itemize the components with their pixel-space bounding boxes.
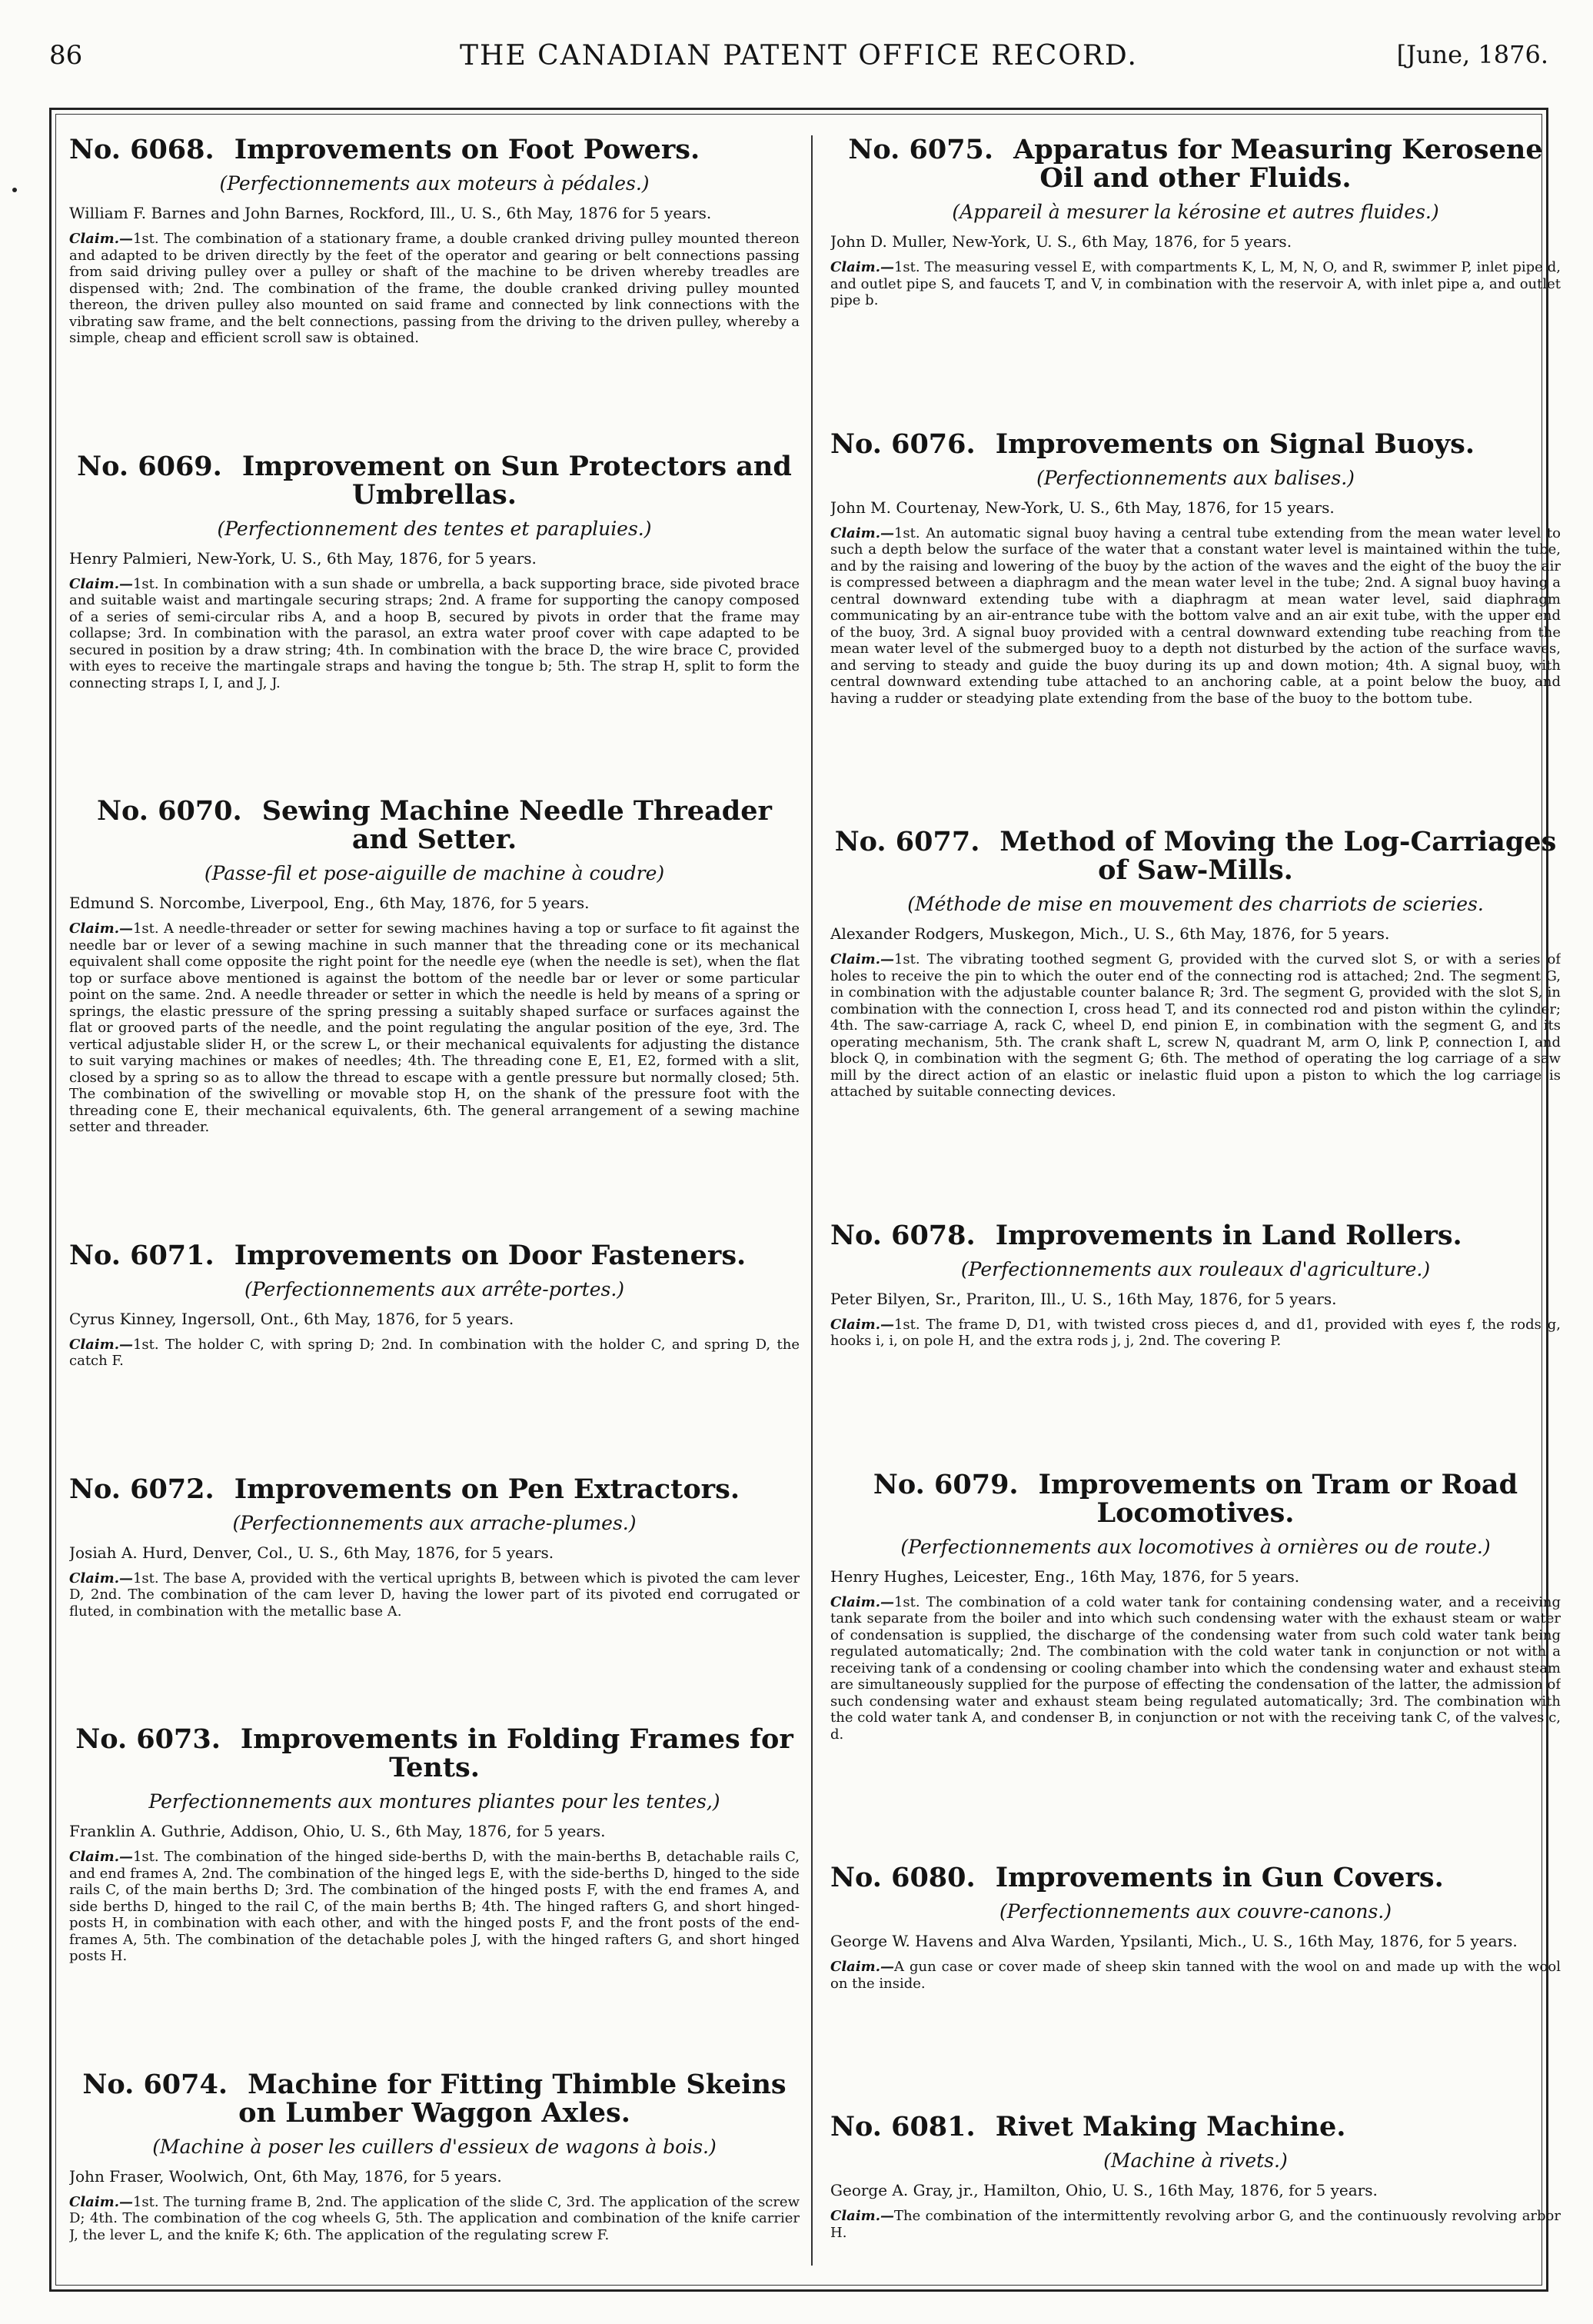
claim-label: Claim.— [830,524,894,541]
claim-label: Claim.— [830,259,894,275]
patent-entry [830,430,1561,708]
claim-label: Claim.— [830,951,894,967]
french-title: (Passe-fil et pose-aiguille de machine à coudre) [204,862,665,884]
patentee-line: John M. Courtenay, New-York, U. S., 6th May, 1876, for 15 years. [830,498,1335,517]
patent-title: Improvements on Signal Buoys. [995,428,1475,460]
french-title: (Perfectionnements aux arrête-portes.) [244,1277,625,1300]
page-number: 86 [49,40,83,71]
patent-heading [69,1241,800,1270]
patent-title: Improvements on Tram or Road Locomotives. [1038,1468,1518,1529]
claim-body: 1st. The combination of a cold water tank for containing condensing water, and a receiving tank separate from the boiler and into which such condensing water with the exhaust steam or water of condensation is supplied, the discharge of the condensing water from such cold water tank being regulated automatically; 2nd. The combination with the cold water tank in conjunction or not with a receiving tank of a condensing or cooling chamber into which the condensing water and exhaust steam are simultaneously supplied for the purpose of effecting the condensation of the latter, the admission of such condensing water and exhaust steam being regulated automatically; 3rd. The combination with the cold water tank A, and condenser B, in conjunction or not with the receiving tank C, of the valves c, d. [830,1593,1561,1743]
claim-label: Claim.— [69,231,133,247]
claim-body: 1st. The combination of a stationary frame, a double cranked driving pulley mounted thereon and adapted to be driven directly by the feet of the operator and gearing or belt connections passing from said driving pulley over a pulley or shaft of the machine to be driven whereby treadles are dispensed with; 2nd. The combination of the frame, the double cranked driving pulley mounted thereon, the driven pulley also mounted on said frame and connected by link connections with the vibrating saw frame, and the belt connections, passing from the driving to the driven pulley, whereby a simple, cheap and efficient scroll saw is obtained. [69,231,800,346]
patent-entry [69,135,800,347]
patentee-line: Alexander Rodgers, Muskegon, Mich., U. S., 6th May, 1876, for 5 years. [830,924,1390,943]
claim-text [830,1594,1561,1743]
patent-number: No. 6069. [77,450,222,482]
french-title: (Perfectionnements aux locomotives à ornières ou de route.) [900,1535,1491,1558]
patent-number: No. 6079. [873,1468,1019,1500]
patent-title: Improvements on Pen Extractors. [234,1473,740,1505]
claim-label: Claim.— [830,1316,894,1333]
french-title: (Perfectionnements aux balises.) [1036,466,1355,489]
french-title: (Perfectionnements aux rouleaux d'agriculture.) [960,1257,1431,1280]
claim-label: Claim.— [69,2193,133,2210]
french-title: Perfectionnements aux montures pliantes pour les tentes,) [148,1790,720,1813]
patent-entry [830,1221,1561,1350]
patent-heading [69,2070,800,2127]
claim-label: Claim.— [830,1959,894,1975]
patentee-line: George W. Havens and Alva Warden, Ypsilanti, Mich., U. S., 16th May, 1876, for 5 years. [830,1932,1518,1950]
french-title: (Perfectionnements aux moteurs à pédales.) [219,172,650,195]
patentee-line: John Fraser, Woolwich, Ont, 6th May, 1876, for 5 years. [69,2166,502,2186]
claim-body: 1st. The combination of the hinged side-berths D, with the main-berths B, detachable rails C, and end frames A, 2nd. The combination of the hinged legs E, with the side-berths D, hinged to the side rails C, of the main berths D; 3rd. The combination of the hinged posts F, with the end frames A, and side berths D, hinged to the rail C, of the main berths B; 4th. The hinged rafters G, and short hinged-posts H, in combination with each other, and with the hinged posts F, and the front posts of the end-frames A, 5th. The combination of the detachable poles J, with the hinged rafters G, and short hinged posts H. [69,1849,800,1964]
claim-text [69,2194,800,2244]
claim-label: Claim.— [830,1593,894,1610]
patent-heading [69,1475,800,1503]
claim-body: The combination of the intermittently revolving arbor G, and the continuously revolving arbor H. [830,2208,1561,2241]
patent-number: No. 6074. [82,2068,228,2100]
issue-date: [June, 1876. [1396,40,1548,69]
patent-heading [830,1221,1561,1250]
claim-text [69,1337,800,1370]
patentee-line: Cyrus Kinney, Ingersoll, Ont., 6th May, 1876, for 5 years. [69,1309,514,1328]
patentee-line: Franklin A. Guthrie, Addison, Ohio, U. S., 6th May, 1876, for 5 years. [69,1822,606,1840]
patent-entry [69,2070,800,2244]
patent-number: No. 6075. [848,135,994,165]
patentee-line: Edmund S. Norcombe, Liverpool, Eng., 6th May, 1876, for 5 years. [69,894,590,912]
patent-number: No. 6078. [830,1219,976,1251]
french-title: (Appareil à mesurer la kérosine et autres fluides.) [952,201,1439,223]
patent-title: Sewing Machine Needle Threader and Setter. [261,795,772,855]
claim-body: 1st. An automatic signal buoy having a central tube extending from the mean water level to such a depth below the surface of the water that a constant water level is maintained within the tube, and by the raising and lowering of the buoy by the action of the waves and the eight of the buoy the air is compressed between a diaphragm and the mean water level in the tube; 2nd. A signal buoy having a central downward extending tube with a diaphragm at mean water level, said diaphragm communicating by an air-entrance tube with the bottom valve and an air exit tube, with the upper end of the buoy, 3rd. A signal buoy provided with a central downward extending tube reaching from the mean water level of the submerged buoy to a depth not disturbed by the action of the surface waves, and serving to steady and guide the buoy during its up and down motion; 4th. A signal buoy, with central downward extending tube attached to an anchoring cable, at a point below the buoy, and having a rudder or steadying plate extending from the base of the buoy to the bottom tube. [830,524,1561,707]
claim-body: 1st. The measuring vessel E, with compartments K, L, M, N, O, and R, swimmer P, inlet pipe d, and outlet pipe S, and faucets T, and V, in combination with the reservoir A, with inlet pipe a, and outlet pipe b. [830,259,1561,308]
claim-text [830,2208,1561,2241]
patent-number: No. 6077. [834,826,980,857]
claim-text [830,525,1561,708]
margin-dot [12,188,17,192]
patent-title: Method of Moving the Log-Carriages of Saw-Mills. [999,826,1557,886]
claim-body: 1st. In combination with a sun shade or umbrella, a back supporting brace, side pivoted brace and suitable waist and martingale securing straps; 2nd. A frame for supporting the canopy composed of a series of semi-circular ribs A, and a hoop B, secured by pivots in order that the frame may collapse; 3rd. In combination with the parasol, an extra water proof cover with cape adapted to be secured in position by a draw string; 4th. In combination with the brace D, the wire brace C, provided with eyes to receive the martingale straps and having the tongue b; 5th. The strap H, split to form the connecting straps I, I, and J, J. [69,575,800,691]
patent-heading [830,827,1561,884]
patent-number: No. 6076. [830,428,976,460]
patentee-line: Josiah A. Hurd, Denver, Col., U. S., 6th May, 1876, for 5 years. [69,1543,554,1562]
page-header [49,40,1548,86]
patent-entry [830,135,1561,309]
patent-number: No. 6072. [69,1473,215,1505]
patent-number: No. 6070. [97,795,242,827]
column-divider [811,135,813,2266]
patent-title: Improvements on Door Fasteners. [234,1239,747,1271]
patent-number: No. 6080. [830,1862,976,1893]
french-title: (Machine à rivets.) [1103,2149,1288,2172]
patent-heading [69,797,800,854]
patent-heading [830,1470,1561,1527]
claim-body: A gun case or cover made of sheep skin tanned with the wool on and made up with the wool on the inside. [830,1959,1561,1992]
patent-heading [69,452,800,509]
patent-heading [830,430,1561,458]
patentee-line: Peter Bilyen, Sr., Prariton, Ill., U. S., 16th May, 1876, for 5 years. [830,1289,1337,1308]
patent-entry [69,1475,800,1620]
patent-heading [830,2113,1561,2141]
claim-text [69,1849,800,1965]
claim-body: 1st. The frame D, D1, with twisted cross pieces d, and d1, provided with eyes f, the rods g, hooks i, i, on pole H, and the extra rods j, j, 2nd. The covering P. [830,1316,1561,1349]
claim-label: Claim.— [69,921,133,937]
patent-entry [830,2113,1561,2241]
patent-entry [830,827,1561,1100]
french-title: (Perfectionnements aux couvre-canons.) [999,1900,1392,1923]
patent-title: Apparatus for Measuring Kerosene Oil and other Fluids. [1013,135,1543,194]
patent-heading [69,135,800,164]
patent-title: Rivet Making Machine. [995,2111,1346,2143]
right-column [830,135,1561,2266]
claim-text [69,231,800,347]
french-title: (Perfectionnements aux arrache-plumes.) [232,1511,637,1534]
patentee-line: William F. Barnes and John Barnes, Rockford, Ill., U. S., 6th May, 1876 for 5 years. [69,204,712,222]
claim-text [69,921,800,1136]
left-column [69,135,800,2266]
claim-label: Claim.— [69,1849,133,1865]
french-title: (Méthode de mise en mouvement des charriots de scieries. [907,893,1484,915]
patent-number: No. 6073. [75,1723,221,1755]
patentee-line: George A. Gray, jr., Hamilton, Ohio, U. S., 16th May, 1876, for 5 years. [830,2181,1378,2199]
claim-text [69,1570,800,1620]
patent-title: Improvements on Foot Powers. [234,135,700,165]
patent-title: Improvements in Land Rollers. [995,1219,1462,1251]
patent-entry [69,797,800,1136]
french-title: (Perfectionnement des tentes et parapluies.) [217,517,652,540]
claim-text [830,1317,1561,1350]
patent-entry [69,1241,800,1370]
patent-number: No. 6081. [830,2111,976,2143]
patent-title: Machine for Fitting Thimble Skeins on Lumber Waggon Axles. [238,2068,787,2129]
claim-text [69,576,800,692]
claim-body: 1st. The vibrating toothed segment G, provided with the curved slot S, or with a series of holes to receive the pin to which the outer end of the connecting rod is attached; 2nd. The segment G, in combination with the adjustable counter balance R; 3rd. The segment G, provided with the slot S, in combination with the connection I, cross head T, and its connected rod and piston within the cylinder; 4th. The saw-carriage A, rack C, wheel D, end pinion E, in combination with the segment G, and its operating mechanism, 5th. The crank shaft L, screw N, quadrant M, arm O, link P, connection I, and block Q, in combination with the segment G; 6th. The method of operating the log carriage of a saw mill by the direct action of an elastic or inelastic fluid upon a piston to which the log carriage is attached by suitable connecting devices. [830,951,1561,1100]
claim-label: Claim.— [69,1570,133,1587]
claim-body: 1st. A needle-threader or setter for sewing machines having a top or surface to fit against the needle bar or lever of a sewing machine in such manner that the threading cone or its mechanical equivalent shall come opposite the right point for the needle eye (when the needle is set), when the flat top or surface above mentioned is against the bottom of the needle bar or lever or some particular point on the same. 2nd. A needle threader or setter in which the needle is held by means of a spring or springs, the elastic pressure of the spring pressing a suitably shaped surface or surfaces against the flat or grooved parts of the needle, and the point regulating the angular position of the eye, 3rd. The vertical adjustable slider H, or the screw L, or their mechanical equivalents for adjusting the distance to suit varying machines or makes of needles; 4th. The threading cone E, E1, E2, formed with a slit, closed by a spring so as to allow the thread to escape with a gentle pressure but normally closed; 5th. The combination of the swivelling or movable stop H, on the shank of the pressure foot with the threading cone E, their mechanical equivalents, 6th. The general arrangement of a sewing machine setter and threader. [69,921,800,1135]
patent-title: Improvements in Folding Frames for Tents. [240,1723,793,1783]
claim-text [830,1959,1561,1992]
claim-body: 1st. The turning frame B, 2nd. The application of the slide C, 3rd. The application of the screw D; 4th. The combination of the cog wheels G, 5th. The application and combination of the knife carrier J, the lever L, and the knife K; 6th. The application of the regulating screw F. [69,2193,800,2243]
french-title: (Machine à poser les cuillers d'essieux de wagons à bois.) [152,2135,717,2158]
patent-entry [69,1725,800,1965]
claim-text [830,259,1561,309]
patentee-line: Henry Palmieri, New-York, U. S., 6th May, 1876, for 5 years. [69,548,537,568]
patent-heading [830,1863,1561,1892]
patentee-line: John D. Muller, New-York, U. S., 6th May, 1876, for 5 years. [830,232,1292,251]
journal-title: THE CANADIAN PATENT OFFICE RECORD. [460,40,1138,72]
claim-text [830,951,1561,1100]
patent-entry [830,1863,1561,1992]
claim-body: 1st. The base A, provided with the vertical uprights B, between which is pivoted the cam lever D, 2nd. The combination of the cam lever D, having the lower part of its pivoted end corrugated or fluted, in combination with the metallic base A. [69,1570,800,1620]
claim-body: 1st. The holder C, with spring D; 2nd. In combination with the holder C, and spring D, the catch F. [69,1336,800,1369]
patent-number: No. 6068. [69,135,215,165]
patent-number: No. 6071. [69,1239,215,1271]
patent-title: Improvement on Sun Protectors and Umbrellas. [241,450,792,511]
patent-entry [830,1470,1561,1743]
claim-label: Claim.— [69,1336,133,1353]
patent-entry [69,452,800,692]
patent-heading [830,135,1561,192]
patentee-line: Henry Hughes, Leicester, Eng., 16th May, 1876, for 5 years. [830,1567,1300,1586]
claim-label: Claim.— [69,575,133,592]
patent-heading [69,1725,800,1782]
patent-title: Improvements in Gun Covers. [995,1862,1444,1893]
claim-label: Claim.— [830,2208,894,2224]
